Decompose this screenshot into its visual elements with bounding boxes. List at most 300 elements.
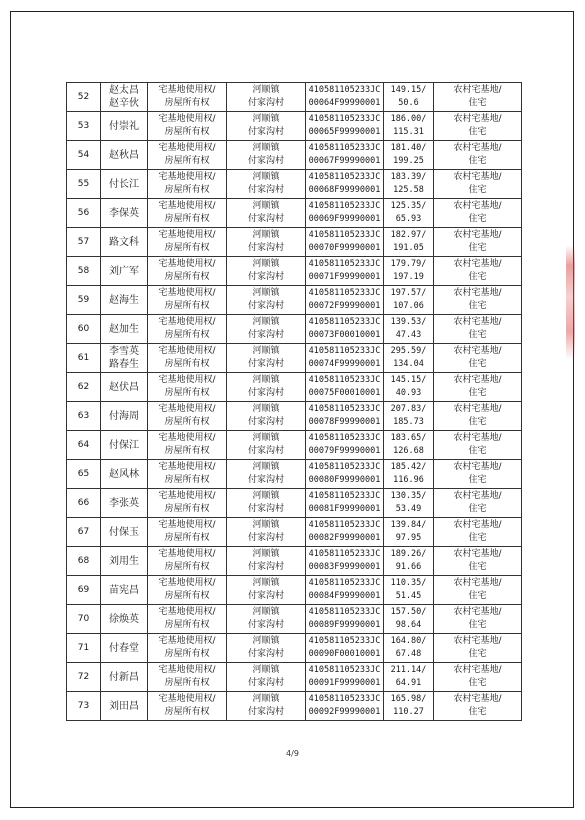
cell-area-line: 110.35/ bbox=[390, 578, 427, 588]
cell-area bbox=[384, 518, 434, 547]
table-row bbox=[67, 344, 522, 373]
cell-right-type bbox=[148, 373, 227, 402]
cell-area-line: 179.79/ bbox=[390, 259, 427, 269]
cell-area bbox=[384, 576, 434, 605]
cell-location bbox=[227, 402, 306, 431]
cell-right-type-line: 宅基地使用权/ bbox=[158, 346, 216, 356]
cell-area-line: 183.39/ bbox=[390, 172, 427, 182]
cell-area bbox=[384, 112, 434, 141]
cell-owner-name bbox=[101, 373, 148, 402]
cell-number: 60 bbox=[67, 315, 101, 344]
cell-right-type-line: 宅基地使用权/ bbox=[158, 288, 216, 298]
cell-area-line: 183.65/ bbox=[390, 433, 427, 443]
cell-number: 64 bbox=[67, 431, 101, 460]
cell-right-type bbox=[148, 112, 227, 141]
cell-number: 70 bbox=[67, 605, 101, 634]
table-row bbox=[67, 257, 522, 286]
cell-location-line: 河顺镇 bbox=[252, 172, 280, 182]
cell-usage-line: 住宅 bbox=[468, 301, 487, 311]
cell-right-type-line: 房屋所有权 bbox=[164, 504, 210, 514]
cell-usage-line: 住宅 bbox=[468, 272, 487, 282]
cell-area-line: 164.80/ bbox=[390, 636, 427, 646]
cell-usage-line: 住宅 bbox=[468, 330, 487, 340]
cell-owner-name-line: 付崇礼 bbox=[109, 120, 139, 132]
table-row bbox=[67, 315, 522, 344]
cell-usage-line: 住宅 bbox=[468, 678, 487, 688]
cell-owner-name-line: 苗宪昌 bbox=[109, 584, 139, 596]
cell-owner-name-line: 赵太昌 bbox=[109, 85, 139, 96]
cell-area-line: 67.48 bbox=[395, 649, 422, 659]
cell-location bbox=[227, 199, 306, 228]
cell-right-type bbox=[148, 634, 227, 663]
cell-usage-line: 住宅 bbox=[468, 156, 487, 166]
cell-unit-id-line: 410581105233JC bbox=[308, 375, 381, 385]
cell-right-type-line: 房屋所有权 bbox=[164, 620, 210, 630]
cell-area bbox=[384, 634, 434, 663]
cell-area-line: 139.84/ bbox=[390, 520, 427, 530]
cell-location-line: 河顺镇 bbox=[252, 404, 280, 414]
cell-area-line: 47.43 bbox=[395, 330, 422, 340]
cell-number: 57 bbox=[67, 228, 101, 257]
cell-area bbox=[384, 228, 434, 257]
cell-owner-name-line: 刘用生 bbox=[109, 555, 139, 567]
cell-area-line: 199.25 bbox=[393, 156, 424, 166]
cell-usage-line: 农村宅基地/ bbox=[453, 665, 502, 675]
cell-area-line: 185.73 bbox=[393, 417, 424, 427]
cell-location-line: 河顺镇 bbox=[252, 433, 280, 443]
table-row bbox=[67, 576, 522, 605]
cell-usage bbox=[434, 489, 522, 518]
cell-location-line: 付家沟村 bbox=[247, 214, 284, 224]
cell-unit-id bbox=[306, 518, 384, 547]
cell-location-line: 河顺镇 bbox=[252, 462, 280, 472]
cell-unit-id bbox=[306, 460, 384, 489]
cell-usage-line: 农村宅基地/ bbox=[453, 230, 502, 240]
table-body bbox=[67, 83, 522, 721]
cell-usage-line: 农村宅基地/ bbox=[453, 317, 502, 327]
cell-owner-name-line: 李张英 bbox=[109, 497, 139, 509]
cell-usage-line: 农村宅基地/ bbox=[453, 578, 502, 588]
cell-area-line: 211.14/ bbox=[390, 665, 427, 675]
cell-area-line: 165.98/ bbox=[390, 694, 427, 704]
cell-right-type-line: 宅基地使用权/ bbox=[158, 433, 216, 443]
cell-usage-line: 农村宅基地/ bbox=[453, 404, 502, 414]
cell-usage bbox=[434, 141, 522, 170]
cell-usage bbox=[434, 402, 522, 431]
cell-usage-line: 住宅 bbox=[468, 359, 487, 369]
cell-unit-id bbox=[306, 431, 384, 460]
cell-owner-name-line: 付新昌 bbox=[109, 671, 139, 683]
cell-usage-line: 农村宅基地/ bbox=[453, 491, 502, 501]
cell-right-type-line: 宅基地使用权/ bbox=[158, 549, 216, 559]
cell-number: 68 bbox=[67, 547, 101, 576]
cell-area-line: 65.93 bbox=[395, 214, 422, 224]
cell-number: 53 bbox=[67, 112, 101, 141]
cell-area-line: 197.19 bbox=[393, 272, 424, 282]
cell-unit-id-line: 00091F99990001 bbox=[308, 678, 381, 688]
cell-area-line: 295.59/ bbox=[390, 346, 427, 356]
cell-location bbox=[227, 286, 306, 315]
table-row bbox=[67, 489, 522, 518]
cell-area-line: 116.96 bbox=[393, 475, 424, 485]
page-total: 9 bbox=[293, 749, 299, 758]
cell-location-line: 河顺镇 bbox=[252, 201, 280, 211]
cell-unit-id-line: 00064F99990001 bbox=[308, 98, 381, 108]
cell-usage-line: 农村宅基地/ bbox=[453, 636, 502, 646]
cell-location-line: 河顺镇 bbox=[252, 491, 280, 501]
cell-unit-id bbox=[306, 344, 384, 373]
cell-number: 66 bbox=[67, 489, 101, 518]
cell-owner-name-line: 刘田昌 bbox=[109, 700, 139, 712]
cell-unit-id-line: 410581105233JC bbox=[308, 665, 381, 675]
page-number bbox=[0, 749, 585, 758]
cell-area bbox=[384, 257, 434, 286]
cell-location-line: 河顺镇 bbox=[252, 636, 280, 646]
cell-unit-id-line: 410581105233JC bbox=[308, 433, 381, 443]
cell-number: 71 bbox=[67, 634, 101, 663]
cell-usage-line: 农村宅基地/ bbox=[453, 259, 502, 269]
cell-unit-id-line: 410581105233JC bbox=[308, 578, 381, 588]
cell-area-line: 91.66 bbox=[395, 562, 422, 572]
cell-right-type-line: 宅基地使用权/ bbox=[158, 317, 216, 327]
cell-usage bbox=[434, 547, 522, 576]
cell-usage bbox=[434, 692, 522, 721]
cell-unit-id-line: 00079F99990001 bbox=[308, 446, 381, 456]
cell-usage-line: 住宅 bbox=[468, 417, 487, 427]
cell-owner-name-line: 刘广军 bbox=[109, 265, 139, 277]
cell-unit-id bbox=[306, 547, 384, 576]
cell-usage-line: 住宅 bbox=[468, 533, 487, 543]
cell-right-type bbox=[148, 315, 227, 344]
table-row bbox=[67, 112, 522, 141]
cell-location-line: 河顺镇 bbox=[252, 520, 280, 530]
cell-location-line: 付家沟村 bbox=[247, 678, 284, 688]
page-separator: / bbox=[291, 749, 294, 758]
cell-usage bbox=[434, 83, 522, 112]
cell-unit-id bbox=[306, 228, 384, 257]
cell-owner-name-line: 路文科 bbox=[109, 236, 139, 248]
cell-unit-id-line: 00078F99990001 bbox=[308, 417, 381, 427]
cell-usage-line: 农村宅基地/ bbox=[453, 549, 502, 559]
cell-right-type-line: 房屋所有权 bbox=[164, 359, 210, 369]
cell-right-type-line: 房屋所有权 bbox=[164, 446, 210, 456]
cell-usage-line: 农村宅基地/ bbox=[453, 462, 502, 472]
cell-right-type-line: 宅基地使用权/ bbox=[158, 520, 216, 530]
cell-location bbox=[227, 112, 306, 141]
cell-usage bbox=[434, 373, 522, 402]
cell-usage-line: 农村宅基地/ bbox=[453, 433, 502, 443]
cell-owner-name bbox=[101, 344, 148, 373]
cell-unit-id-line: 00080F99990001 bbox=[308, 475, 381, 485]
cell-unit-id bbox=[306, 315, 384, 344]
cell-usage bbox=[434, 170, 522, 199]
cell-area-line: 125.35/ bbox=[390, 201, 427, 211]
cell-right-type-line: 房屋所有权 bbox=[164, 533, 210, 543]
cell-usage-line: 住宅 bbox=[468, 591, 487, 601]
cell-area bbox=[384, 663, 434, 692]
cell-area-line: 149.15/ bbox=[390, 85, 427, 95]
cell-owner-name bbox=[101, 518, 148, 547]
cell-location bbox=[227, 257, 306, 286]
cell-usage-line: 住宅 bbox=[468, 214, 487, 224]
cell-owner-name bbox=[101, 228, 148, 257]
cell-right-type-line: 房屋所有权 bbox=[164, 98, 210, 108]
cell-usage-line: 住宅 bbox=[468, 562, 487, 572]
cell-number: 69 bbox=[67, 576, 101, 605]
cell-usage-line: 农村宅基地/ bbox=[453, 694, 502, 704]
cell-area-line: 64.91 bbox=[395, 678, 422, 688]
cell-owner-name bbox=[101, 431, 148, 460]
cell-area bbox=[384, 489, 434, 518]
cell-area bbox=[384, 547, 434, 576]
cell-location bbox=[227, 634, 306, 663]
cell-unit-id-line: 00068F99990001 bbox=[308, 185, 381, 195]
cell-right-type-line: 房屋所有权 bbox=[164, 475, 210, 485]
cell-owner-name-line: 赵风林 bbox=[109, 468, 139, 480]
cell-right-type-line: 房屋所有权 bbox=[164, 388, 210, 398]
cell-area-line: 110.27 bbox=[393, 707, 424, 717]
cell-area-line: 197.57/ bbox=[390, 288, 427, 298]
cell-location-line: 河顺镇 bbox=[252, 607, 280, 617]
cell-owner-name-line: 付春堂 bbox=[109, 642, 139, 654]
cell-owner-name bbox=[101, 634, 148, 663]
cell-location bbox=[227, 605, 306, 634]
cell-right-type-line: 宅基地使用权/ bbox=[158, 201, 216, 211]
cell-right-type-line: 宅基地使用权/ bbox=[158, 665, 216, 675]
cell-location-line: 付家沟村 bbox=[247, 649, 284, 659]
cell-number: 61 bbox=[67, 344, 101, 373]
cell-area bbox=[384, 141, 434, 170]
table-row bbox=[67, 286, 522, 315]
table-row bbox=[67, 460, 522, 489]
cell-usage bbox=[434, 315, 522, 344]
cell-right-type-line: 房屋所有权 bbox=[164, 272, 210, 282]
cell-location bbox=[227, 663, 306, 692]
cell-unit-id bbox=[306, 141, 384, 170]
cell-usage-line: 住宅 bbox=[468, 649, 487, 659]
cell-owner-name bbox=[101, 663, 148, 692]
cell-owner-name bbox=[101, 605, 148, 634]
cell-unit-id-line: 410581105233JC bbox=[308, 549, 381, 559]
cell-unit-id-line: 00071F99990001 bbox=[308, 272, 381, 282]
cell-usage-line: 住宅 bbox=[468, 446, 487, 456]
cell-usage bbox=[434, 344, 522, 373]
cell-owner-name bbox=[101, 547, 148, 576]
cell-owner-name bbox=[101, 112, 148, 141]
cell-right-type-line: 宅基地使用权/ bbox=[158, 85, 216, 95]
cell-location bbox=[227, 141, 306, 170]
cell-location bbox=[227, 518, 306, 547]
cell-unit-id bbox=[306, 489, 384, 518]
cell-unit-id-line: 410581105233JC bbox=[308, 85, 381, 95]
cell-unit-id-line: 00065F99990001 bbox=[308, 127, 381, 137]
cell-unit-id bbox=[306, 576, 384, 605]
cell-area-line: 182.97/ bbox=[390, 230, 427, 240]
cell-usage-line: 农村宅基地/ bbox=[453, 520, 502, 530]
cell-owner-name bbox=[101, 489, 148, 518]
cell-area bbox=[384, 344, 434, 373]
table-row bbox=[67, 663, 522, 692]
cell-location-line: 河顺镇 bbox=[252, 317, 280, 327]
cell-unit-id-line: 410581105233JC bbox=[308, 201, 381, 211]
cell-unit-id-line: 410581105233JC bbox=[308, 404, 381, 414]
cell-owner-name bbox=[101, 199, 148, 228]
cell-location-line: 付家沟村 bbox=[247, 98, 284, 108]
cell-right-type-line: 房屋所有权 bbox=[164, 678, 210, 688]
cell-location-line: 付家沟村 bbox=[247, 156, 284, 166]
cell-right-type-line: 房屋所有权 bbox=[164, 185, 210, 195]
table-row bbox=[67, 170, 522, 199]
cell-right-type-line: 宅基地使用权/ bbox=[158, 143, 216, 153]
cell-unit-id-line: 00084F99990001 bbox=[308, 591, 381, 601]
cell-location-line: 河顺镇 bbox=[252, 549, 280, 559]
cell-area-line: 51.45 bbox=[395, 591, 422, 601]
cell-location-line: 河顺镇 bbox=[252, 85, 280, 95]
cell-location bbox=[227, 344, 306, 373]
cell-right-type bbox=[148, 663, 227, 692]
cell-usage-line: 农村宅基地/ bbox=[453, 114, 502, 124]
cell-location-line: 付家沟村 bbox=[247, 562, 284, 572]
cell-number: 73 bbox=[67, 692, 101, 721]
cell-owner-name-line: 赵辛伙 bbox=[109, 98, 139, 109]
cell-unit-id-line: 410581105233JC bbox=[308, 694, 381, 704]
cell-usage-line: 住宅 bbox=[468, 475, 487, 485]
cell-usage-line: 农村宅基地/ bbox=[453, 201, 502, 211]
cell-location-line: 付家沟村 bbox=[247, 707, 284, 717]
cell-location-line: 付家沟村 bbox=[247, 127, 284, 137]
cell-usage bbox=[434, 286, 522, 315]
cell-number: 56 bbox=[67, 199, 101, 228]
cell-right-type bbox=[148, 141, 227, 170]
table-row bbox=[67, 228, 522, 257]
table-row bbox=[67, 141, 522, 170]
cell-location bbox=[227, 373, 306, 402]
cell-right-type bbox=[148, 518, 227, 547]
cell-right-type bbox=[148, 460, 227, 489]
cell-location-line: 河顺镇 bbox=[252, 259, 280, 269]
cell-usage-line: 农村宅基地/ bbox=[453, 288, 502, 298]
cell-owner-name bbox=[101, 576, 148, 605]
table-row bbox=[67, 547, 522, 576]
cell-right-type-line: 宅基地使用权/ bbox=[158, 636, 216, 646]
cell-location bbox=[227, 228, 306, 257]
cell-usage bbox=[434, 576, 522, 605]
cell-area bbox=[384, 170, 434, 199]
cell-number: 59 bbox=[67, 286, 101, 315]
cell-area-line: 125.58 bbox=[393, 185, 424, 195]
cell-owner-name-line: 赵秋昌 bbox=[109, 149, 139, 161]
cell-right-type-line: 房屋所有权 bbox=[164, 301, 210, 311]
cell-owner-name bbox=[101, 315, 148, 344]
cell-location bbox=[227, 576, 306, 605]
cell-unit-id-line: 00081F99990001 bbox=[308, 504, 381, 514]
cell-location-line: 付家沟村 bbox=[247, 475, 284, 485]
cell-usage bbox=[434, 431, 522, 460]
cell-area-line: 50.6 bbox=[398, 98, 419, 108]
cell-number: 62 bbox=[67, 373, 101, 402]
cell-owner-name bbox=[101, 460, 148, 489]
cell-right-type bbox=[148, 402, 227, 431]
cell-right-type bbox=[148, 489, 227, 518]
cell-right-type-line: 宅基地使用权/ bbox=[158, 259, 216, 269]
cell-area bbox=[384, 286, 434, 315]
cell-location bbox=[227, 431, 306, 460]
cell-right-type bbox=[148, 692, 227, 721]
cell-area-line: 126.68 bbox=[393, 446, 424, 456]
cell-area bbox=[384, 460, 434, 489]
cell-right-type bbox=[148, 344, 227, 373]
cell-area-line: 139.53/ bbox=[390, 317, 427, 327]
cell-unit-id bbox=[306, 373, 384, 402]
table-row bbox=[67, 634, 522, 663]
cell-right-type bbox=[148, 605, 227, 634]
cell-location-line: 付家沟村 bbox=[247, 185, 284, 195]
cell-right-type-line: 宅基地使用权/ bbox=[158, 462, 216, 472]
cell-number: 63 bbox=[67, 402, 101, 431]
cell-right-type bbox=[148, 257, 227, 286]
cell-location-line: 河顺镇 bbox=[252, 114, 280, 124]
cell-location-line: 付家沟村 bbox=[247, 359, 284, 369]
cell-location bbox=[227, 460, 306, 489]
cell-area-line: 107.06 bbox=[393, 301, 424, 311]
cell-owner-name bbox=[101, 141, 148, 170]
cell-unit-id-line: 00072F99990001 bbox=[308, 301, 381, 311]
cell-unit-id-line: 410581105233JC bbox=[308, 230, 381, 240]
cell-unit-id bbox=[306, 257, 384, 286]
cell-unit-id bbox=[306, 402, 384, 431]
cell-location-line: 付家沟村 bbox=[247, 591, 284, 601]
cell-area-line: 130.35/ bbox=[390, 491, 427, 501]
cell-right-type bbox=[148, 228, 227, 257]
cell-usage-line: 住宅 bbox=[468, 388, 487, 398]
cell-unit-id-line: 00069F99990001 bbox=[308, 214, 381, 224]
cell-right-type-line: 宅基地使用权/ bbox=[158, 694, 216, 704]
cell-area-line: 207.83/ bbox=[390, 404, 427, 414]
cell-unit-id bbox=[306, 170, 384, 199]
cell-unit-id-line: 00074F99990001 bbox=[308, 359, 381, 369]
cell-usage-line: 住宅 bbox=[468, 620, 487, 630]
cell-usage-line: 住宅 bbox=[468, 98, 487, 108]
cell-unit-id-line: 410581105233JC bbox=[308, 636, 381, 646]
cell-number: 54 bbox=[67, 141, 101, 170]
cell-usage bbox=[434, 112, 522, 141]
cell-location-line: 河顺镇 bbox=[252, 230, 280, 240]
cell-unit-id bbox=[306, 286, 384, 315]
cell-area bbox=[384, 199, 434, 228]
cell-area bbox=[384, 373, 434, 402]
cell-usage-line: 农村宅基地/ bbox=[453, 143, 502, 153]
cell-location-line: 付家沟村 bbox=[247, 272, 284, 282]
cell-location bbox=[227, 170, 306, 199]
table-row bbox=[67, 431, 522, 460]
cell-area bbox=[384, 605, 434, 634]
cell-area-line: 134.04 bbox=[393, 359, 424, 369]
cell-location bbox=[227, 83, 306, 112]
cell-unit-id bbox=[306, 83, 384, 112]
cell-usage-line: 农村宅基地/ bbox=[453, 172, 502, 182]
cell-right-type-line: 宅基地使用权/ bbox=[158, 578, 216, 588]
cell-area-line: 181.40/ bbox=[390, 143, 427, 153]
cell-location-line: 付家沟村 bbox=[247, 388, 284, 398]
cell-location bbox=[227, 489, 306, 518]
cell-area-line: 185.42/ bbox=[390, 462, 427, 472]
cell-right-type-line: 宅基地使用权/ bbox=[158, 230, 216, 240]
cell-unit-id-line: 410581105233JC bbox=[308, 317, 381, 327]
cell-unit-id-line: 00089F99990001 bbox=[308, 620, 381, 630]
cell-number: 55 bbox=[67, 170, 101, 199]
cell-right-type bbox=[148, 83, 227, 112]
cell-right-type bbox=[148, 170, 227, 199]
